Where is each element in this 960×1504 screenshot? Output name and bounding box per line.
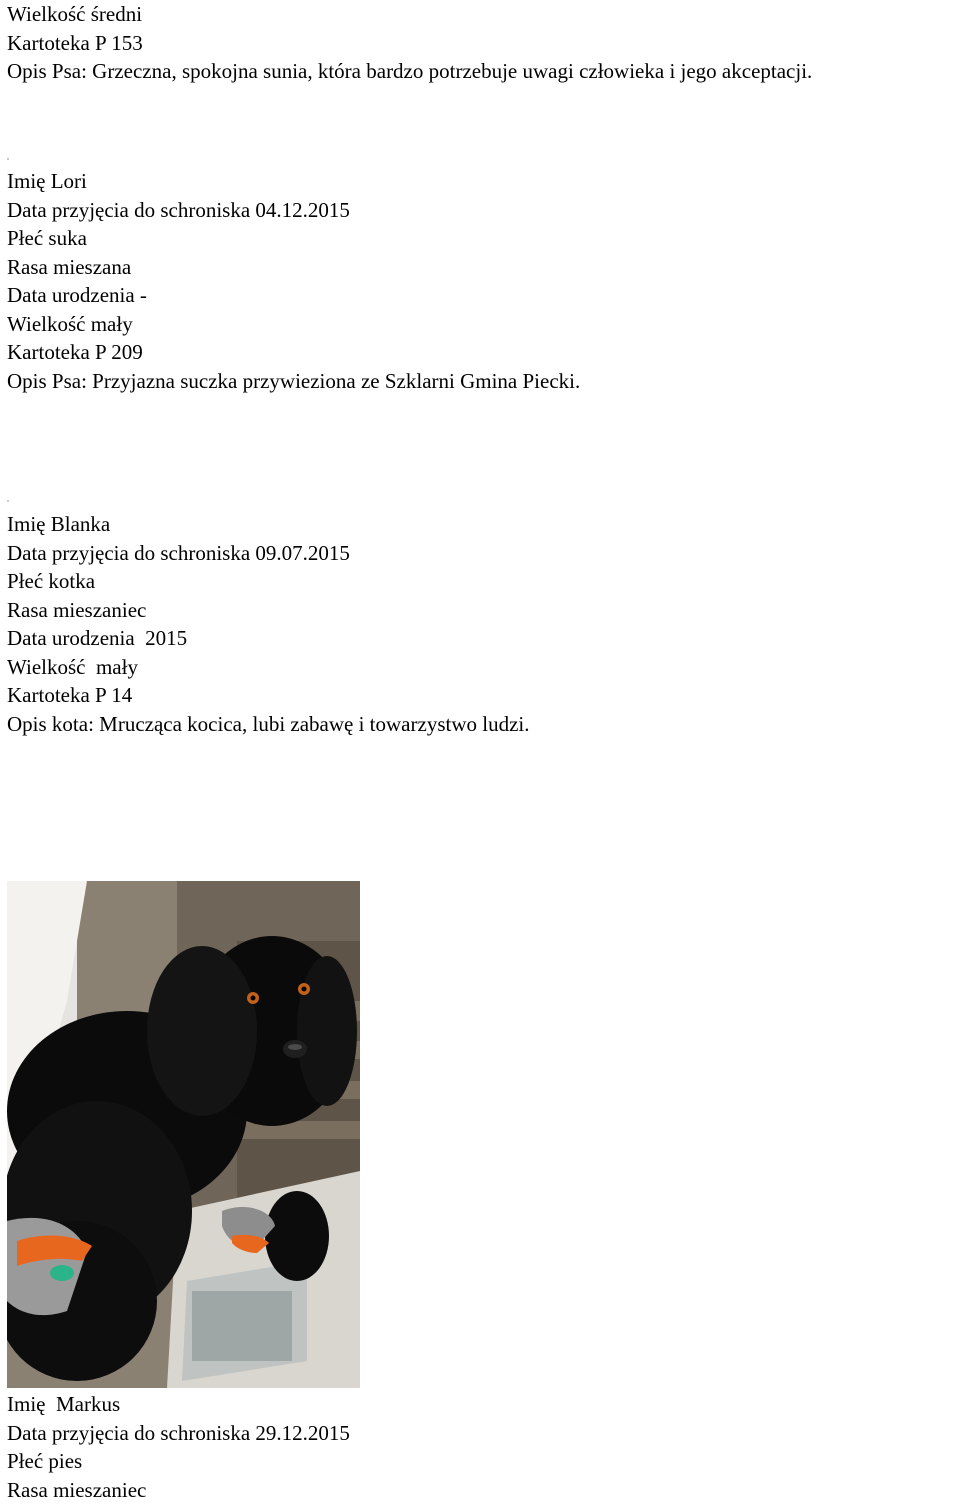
name-field: Imię Markus: [7, 1390, 350, 1419]
size-field: Wielkość mały: [7, 653, 529, 682]
entry-blanka: [7, 510, 529, 738]
sex-field: Płeć kotka: [7, 567, 529, 596]
entry-previous: [7, 0, 812, 86]
dog-photo: [7, 881, 360, 1388]
admission-date-field: Data przyjęcia do schroniska 29.12.2015: [7, 1419, 350, 1448]
file-number-field: Kartoteka P 209: [7, 338, 580, 367]
file-number-field: Kartoteka P 14: [7, 681, 529, 710]
breed-field: Rasa mieszaniec: [7, 596, 529, 625]
sex-field: Płeć pies: [7, 1447, 350, 1476]
separator-mark: [7, 500, 9, 502]
name-field: Imię Lori: [7, 167, 580, 196]
description-field: Opis Psa: Grzeczna, spokojna sunia, która bardzo potrzebuje uwagi człowieka i jego akceptacji.: [7, 57, 812, 86]
separator-mark: [7, 158, 9, 160]
sex-field: Płeć suka: [7, 224, 580, 253]
description-field: Opis kota: Mrucząca kocica, lubi zabawę i towarzystwo ludzi.: [7, 710, 529, 739]
entry-markus: [7, 1390, 350, 1504]
admission-date-field: Data przyjęcia do schroniska 09.07.2015: [7, 539, 529, 568]
dog-photo-illustration: [7, 881, 360, 1388]
birth-date-field: Data urodzenia 2015: [7, 624, 529, 653]
description-field: Opis Psa: Przyjazna suczka przywieziona ze Szklarni Gmina Piecki.: [7, 367, 580, 396]
birth-date-field: Data urodzenia -: [7, 281, 580, 310]
size-field: Wielkość mały: [7, 310, 580, 339]
name-field: Imię Blanka: [7, 510, 529, 539]
breed-field: Rasa mieszana: [7, 253, 580, 282]
file-number-field: Kartoteka P 153: [7, 29, 812, 58]
breed-field: Rasa mieszaniec: [7, 1476, 350, 1504]
entry-lori: [7, 167, 580, 395]
size-field: Wielkość średni: [7, 0, 812, 29]
admission-date-field: Data przyjęcia do schroniska 04.12.2015: [7, 196, 580, 225]
